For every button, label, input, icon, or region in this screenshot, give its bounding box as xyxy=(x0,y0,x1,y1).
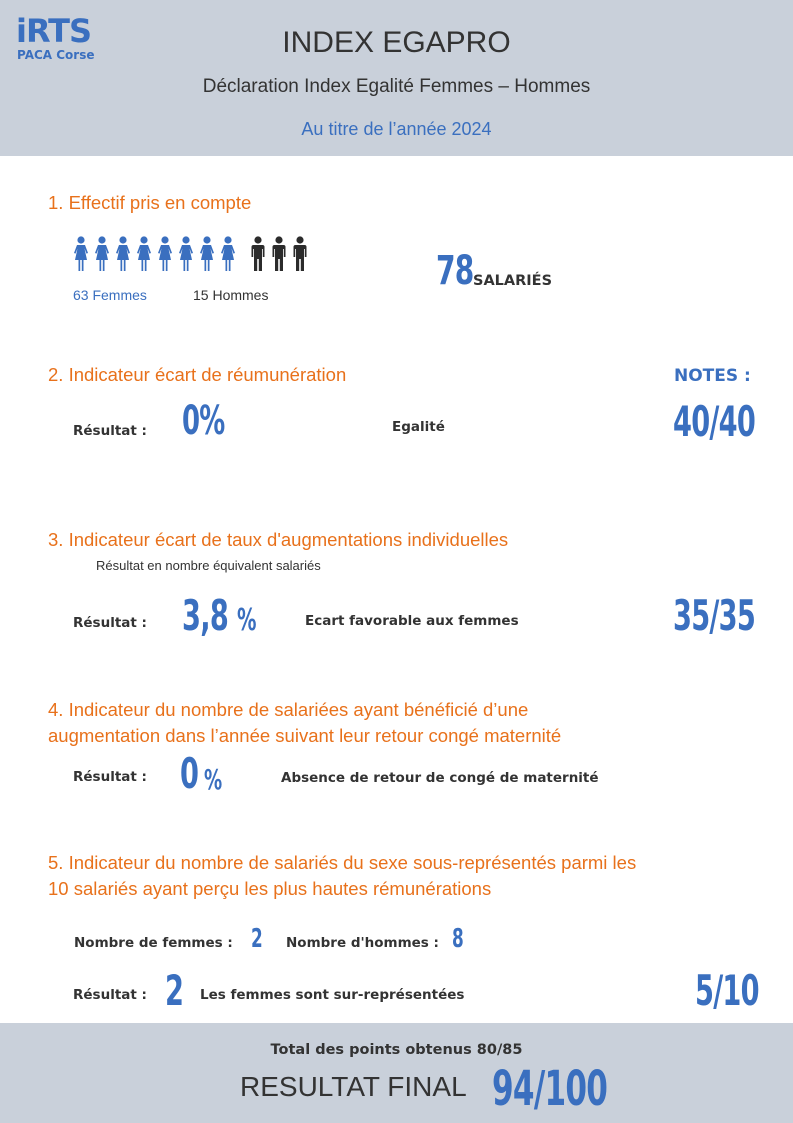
notes-label: NOTES : xyxy=(674,366,751,386)
header-band xyxy=(0,0,793,156)
section3-result-value: 3,8 xyxy=(182,591,229,640)
section4-comment: Absence de retour de congé de maternité xyxy=(281,770,599,786)
total-points: Total des points obtenus 80/85 xyxy=(270,1042,523,1058)
footer-band xyxy=(0,1023,793,1123)
section5-comment: Les femmes sont sur-représentées xyxy=(200,987,465,1003)
women-count-label: 63 Femmes xyxy=(73,287,147,303)
section4-title-line2: augmentation dans l’année suivant leur retour congé maternité xyxy=(48,725,562,746)
people-icons xyxy=(72,236,309,272)
section5-result-label: Résultat : xyxy=(73,987,147,1003)
final-result-label: RESULTAT FINAL xyxy=(240,1071,467,1102)
total-employees-value: 78 xyxy=(436,248,474,294)
section2-result-label: Résultat : xyxy=(73,423,147,439)
section2-title: 2. Indicateur écart de réumunération xyxy=(48,364,347,385)
man-icon xyxy=(270,236,288,272)
section2-result-value: 0% xyxy=(182,398,225,444)
section4-result-value: 0 xyxy=(180,749,199,798)
section3-result-label: Résultat : xyxy=(73,615,147,631)
section5-title-line1: 5. Indicateur du nombre de salariés du sexe sous-représentés parmi les xyxy=(48,852,637,873)
woman-icon xyxy=(156,236,174,272)
year-line: Au titre de l’année 2024 xyxy=(301,119,492,139)
section2-score: 40/40 xyxy=(673,397,756,446)
logo-sub-text: PACA Corse xyxy=(17,48,95,62)
woman-icon xyxy=(177,236,195,272)
icon-spacer xyxy=(240,236,246,272)
section3-title: 3. Indicateur écart de taux d'augmentations individuelles xyxy=(48,529,509,550)
section3-score: 35/35 xyxy=(673,591,756,640)
section2-comment: Egalité xyxy=(392,419,445,435)
man-icon xyxy=(249,236,267,272)
section3-result-unit: % xyxy=(237,603,256,638)
final-result-value: 94/100 xyxy=(492,1061,608,1117)
logo-main-text: iRTS xyxy=(16,12,92,50)
total-employees-label: SALARIÉS xyxy=(473,273,553,289)
section5-score: 5/10 xyxy=(695,966,759,1015)
woman-icon xyxy=(72,236,90,272)
section3-subtitle: Résultat en nombre équivalent salariés xyxy=(96,558,321,573)
women-count-top10-value: 2 xyxy=(251,924,263,954)
woman-icon xyxy=(114,236,132,272)
section1-title: 1. Effectif pris en compte xyxy=(48,192,252,213)
section4-result-unit: % xyxy=(204,763,222,796)
section5-title-line2: 10 salariés ayant perçu les plus hautes rémunérations xyxy=(48,878,492,899)
section4-title-line1: 4. Indicateur du nombre de salariées ayant bénéficié d’une xyxy=(48,699,529,720)
men-count-top10-value: 8 xyxy=(452,924,464,954)
woman-icon xyxy=(93,236,111,272)
section4-result-label: Résultat : xyxy=(73,769,147,785)
woman-icon xyxy=(198,236,216,272)
men-count-top10-label: Nombre d'hommes : xyxy=(286,935,439,951)
section3-comment: Ecart favorable aux femmes xyxy=(305,613,519,629)
women-count-top10-label: Nombre de femmes : xyxy=(74,935,233,951)
section5-result-value: 2 xyxy=(165,966,184,1015)
man-icon xyxy=(291,236,309,272)
page-title: INDEX EGAPRO xyxy=(282,26,511,59)
woman-icon xyxy=(219,236,237,272)
woman-icon xyxy=(135,236,153,272)
page-subtitle: Déclaration Index Egalité Femmes – Hommes xyxy=(202,76,591,97)
men-count-label: 15 Hommes xyxy=(193,287,269,303)
